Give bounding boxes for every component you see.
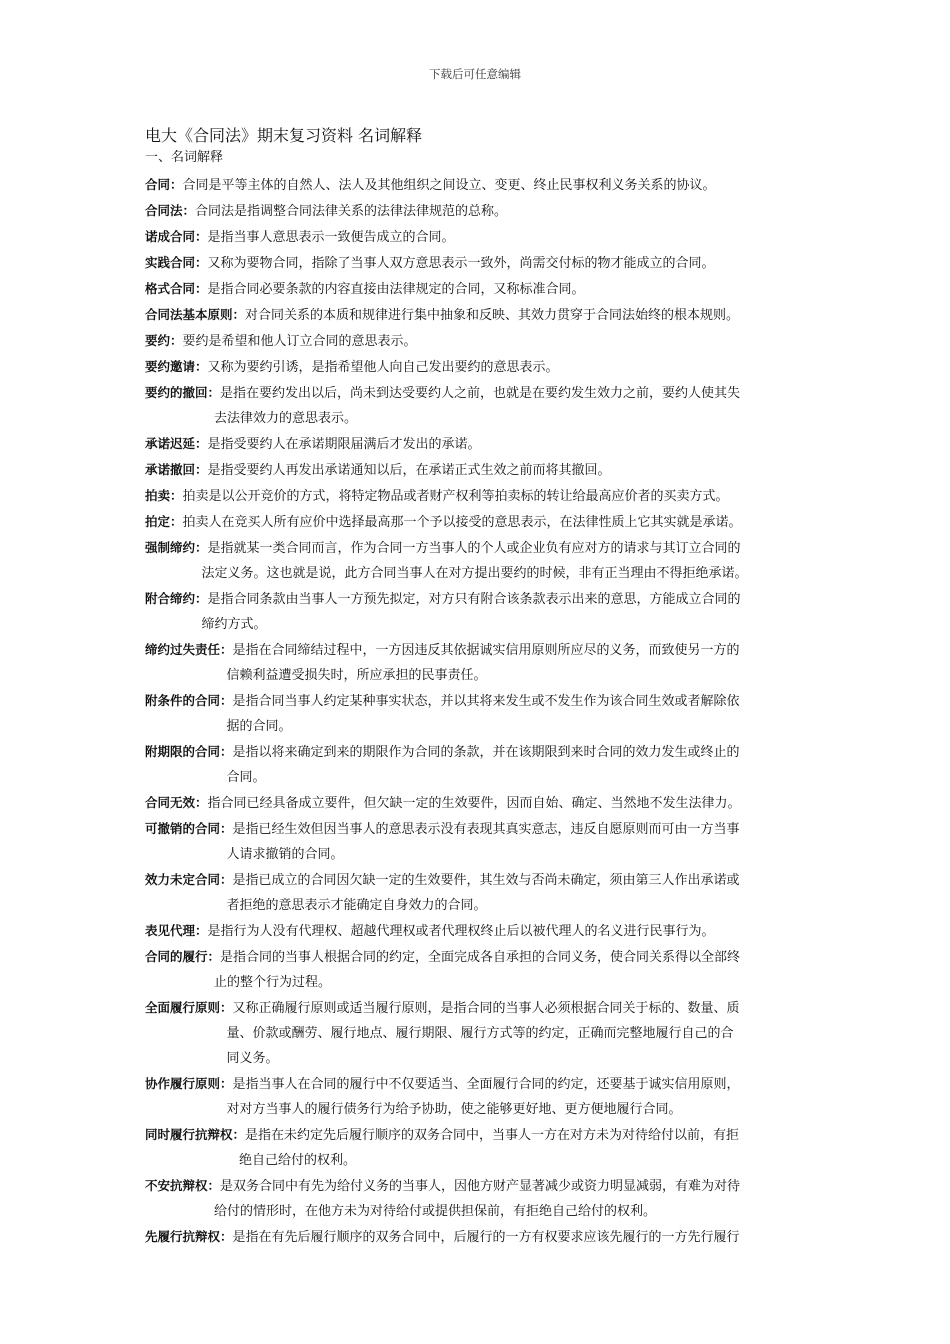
entry-first-line	[145, 867, 810, 893]
glossary-term: 附合缔约：	[145, 591, 208, 606]
glossary-term: 全面履行原则：	[145, 1000, 233, 1015]
glossary-definition: 是指合同的当事人根据合同的约定，全面完成各自承担的合同义务，使合同关系得以全部终	[220, 950, 741, 965]
glossary-entry	[145, 918, 810, 944]
glossary-entry	[145, 380, 810, 431]
section-heading: 一、名词解释	[145, 150, 224, 165]
glossary-term: 同时履行抗辩权：	[145, 1127, 246, 1142]
glossary-entry	[145, 1224, 810, 1250]
entry-first-line	[145, 276, 810, 302]
entry-first-line	[145, 1173, 810, 1199]
glossary-term: 表见代理：	[145, 923, 208, 938]
document-title: 电大《合同法》期末复习资料 名词解释	[145, 126, 423, 145]
glossary-entry	[145, 224, 810, 250]
entry-first-line	[145, 790, 810, 816]
glossary-term: 合同法：	[145, 203, 196, 218]
glossary-definition: 是指行为人没有代理权、超越代理权或者代理权终止后以被代理人的名义进行民事行为。	[207, 924, 715, 939]
glossary-entry	[145, 250, 810, 276]
glossary-term: 不安抗辩权：	[145, 1178, 221, 1193]
glossary-definition: 是指在有先后履行顺序的双务合同中，后履行的一方有权要求应该先履行的一方先行履行	[232, 1230, 740, 1245]
entry-first-line	[145, 918, 810, 944]
glossary-term: 效力未定合同：	[145, 872, 233, 887]
glossary-definition-continued: 据的合同。	[226, 719, 292, 734]
glossary-entry	[145, 302, 810, 328]
glossary-definition: 是指以将来确定到来的期限作为合同的条款，并在该期限到来时合同的效力发生或终止的	[232, 745, 740, 760]
entry-first-line	[145, 1122, 810, 1148]
glossary-entry	[145, 739, 810, 790]
glossary-definition: 是指就某一类合同而言，作为合同一方当事人的个人或企业负有应对方的请求与其订立合同的	[207, 541, 741, 556]
glossary-definition: 是指当事人在合同的履行中不仅要适当、全面履行合同的约定，还要基于诚实信用原则，	[232, 1077, 740, 1092]
glossary-entry	[145, 944, 810, 995]
glossary-term: 要约邀请：	[145, 359, 208, 374]
glossary-definition-continued: 者拒绝的意思表示才能确定自身效力的合同。	[226, 898, 487, 913]
document-body	[145, 125, 810, 1250]
entry-first-line	[145, 1224, 810, 1250]
glossary-term: 合同无效：	[145, 795, 208, 810]
glossary-definition-continued: 信赖利益遭受损失时，所应承担的民事责任。	[226, 668, 487, 683]
glossary-term: 强制缔约：	[145, 540, 208, 555]
glossary-entry	[145, 1071, 810, 1122]
entry-first-line	[145, 250, 810, 276]
glossary-definition-continued: 法定义务。这也就是说，此方合同当事人在对方提出要约的时候，非有正当理由不得拒绝承诺。	[201, 566, 748, 581]
glossary-definition: 拍卖是以公开竞价的方式，将特定物品或者财产权利等拍卖标的转让给最高应价者的买卖方式。	[182, 489, 729, 504]
entry-first-line	[145, 224, 810, 250]
glossary-definition: 拍卖人在竞买人所有应价中选择最高那一个予以接受的意思表示，在法律性质上它其实就是承诺。	[182, 515, 742, 530]
glossary-definition: 是指在要约发出以后，尚未到达受要约人之前，也就是在要约发生效力之前，要约人使其失	[220, 386, 741, 401]
glossary-term: 拍定：	[145, 514, 183, 529]
glossary-entry	[145, 867, 810, 918]
glossary-definition-continued: 合同。	[226, 770, 266, 785]
entry-first-line	[145, 483, 810, 509]
glossary-definition: 是指已成立的合同因欠缺一定的生效要件，其生效与否尚未确定，须由第三人作出承诺或	[232, 873, 740, 888]
glossary-entry	[145, 790, 810, 816]
entry-first-line	[145, 328, 810, 354]
glossary-definition-continued: 量、价款或酬劳、履行地点、履行期限、履行方式等的约定，正确而完整地履行自己的合	[226, 1026, 734, 1041]
glossary-definition: 指合同已经具备成立要件，但欠缺一定的生效要件，因而自始、确定、当然地不发生法律力。	[207, 796, 741, 811]
glossary-term: 要约的撤回：	[145, 385, 221, 400]
glossary-entry	[145, 276, 810, 302]
glossary-entry	[145, 688, 810, 739]
glossary-definition: 是指已经生效但因当事人的意思表示没有表现其真实意志，违反自愿原则而可由一方当事	[232, 822, 740, 837]
glossary-definition: 又称正确履行原则或适当履行原则，是指合同的当事人必须根据合同关于标的、数量、质	[232, 1001, 740, 1016]
entry-first-line	[145, 535, 810, 561]
glossary-entry	[145, 1122, 810, 1173]
glossary-entry	[145, 198, 810, 224]
glossary-list	[145, 172, 810, 1250]
entry-first-line	[145, 509, 810, 535]
glossary-entry	[145, 1173, 810, 1224]
glossary-definition-continued: 对对方当事人的履行债务行为给予协助，使之能够更好地、更方便地履行合同。	[226, 1102, 682, 1117]
glossary-definition: 是指在合同缔结过程中，一方因违反其依据诚实信用原则所应尽的义务，而致使另一方的	[232, 643, 740, 658]
glossary-definition: 要约是希望和他人订立合同的意思表示。	[182, 334, 417, 349]
glossary-definition: 是指当事人意思表示一致便告成立的合同。	[207, 230, 455, 245]
glossary-term: 协作履行原则：	[145, 1076, 233, 1091]
glossary-term: 附条件的合同：	[145, 693, 233, 708]
glossary-definition: 是双务合同中有先为给付义务的当事人，因他方财产显著减少或资力明显减弱，有难为对待	[220, 1179, 741, 1194]
glossary-definition: 对合同关系的本质和规律进行集中抽象和反映、其效力贯穿于合同法始终的根本规则。	[245, 308, 740, 323]
glossary-entry	[145, 535, 810, 586]
glossary-definition-continued: 同义务。	[226, 1051, 279, 1066]
glossary-entry	[145, 328, 810, 354]
glossary-term: 拍卖：	[145, 488, 183, 503]
glossary-definition: 是指受要约人在承诺期限届满后才发出的承诺。	[207, 437, 481, 452]
glossary-definition-continued: 人请求撤销的合同。	[226, 847, 344, 862]
entry-first-line	[145, 688, 810, 714]
glossary-definition: 又称为要物合同，指除了当事人双方意思表示一致外，尚需交付标的物才能成立的合同。	[207, 256, 715, 271]
glossary-term: 合同：	[145, 177, 183, 192]
glossary-definition: 又称为要约引诱，是指希望他人向自己发出要约的意思表示。	[207, 360, 559, 375]
entry-first-line	[145, 431, 810, 457]
glossary-term: 诺成合同：	[145, 229, 208, 244]
entry-first-line	[145, 586, 810, 612]
glossary-term: 可撤销的合同：	[145, 821, 233, 836]
entry-first-line	[145, 637, 810, 663]
glossary-term: 格式合同：	[145, 281, 208, 296]
glossary-entry	[145, 509, 810, 535]
glossary-definition: 合同法是指调整合同法律关系的法律法律规范的总称。	[195, 204, 508, 219]
glossary-entry	[145, 483, 810, 509]
entry-first-line	[145, 198, 810, 224]
glossary-entry	[145, 586, 810, 637]
glossary-entry	[145, 431, 810, 457]
glossary-entry	[145, 457, 810, 483]
glossary-term: 合同的履行：	[145, 949, 221, 964]
entry-first-line	[145, 302, 810, 328]
glossary-definition: 是指在未约定先后履行顺序的双务合同中，当事人一方在对方未为对待给付以前，有拒	[245, 1128, 740, 1143]
glossary-definition: 是指受要约人再发出承诺通知以后，在承诺正式生效之前而将其撤回。	[207, 463, 611, 478]
glossary-term: 缔约过失责任：	[145, 642, 233, 657]
entry-first-line	[145, 944, 810, 970]
glossary-term: 要约：	[145, 333, 183, 348]
glossary-entry	[145, 995, 810, 1071]
entry-first-line	[145, 995, 810, 1021]
glossary-term: 附期限的合同：	[145, 744, 233, 759]
glossary-definition-continued: 给付的情形时，在他方未为对待给付或提供担保前，有拒绝自己给付的权利。	[214, 1204, 657, 1219]
glossary-term: 合同法基本原则：	[145, 307, 246, 322]
glossary-entry	[145, 354, 810, 380]
glossary-definition-continued: 绝自己给付的权利。	[239, 1153, 357, 1168]
glossary-entry	[145, 816, 810, 867]
glossary-term: 先履行抗辩权：	[145, 1229, 233, 1244]
glossary-definition-continued: 止的整个行为过程。	[214, 975, 332, 990]
entry-first-line	[145, 1071, 810, 1097]
glossary-definition: 是指合同必要条款的内容直接由法律规定的合同，又称标准合同。	[207, 282, 585, 297]
entry-first-line	[145, 457, 810, 483]
entry-first-line	[145, 354, 810, 380]
entry-first-line	[145, 380, 810, 406]
glossary-term: 实践合同：	[145, 255, 208, 270]
header-note: 下载后可任意编辑	[429, 67, 521, 81]
glossary-definition-continued: 去法律效力的意思表示。	[214, 411, 358, 426]
glossary-definition: 合同是平等主体的自然人、法人及其他组织之间设立、变更、终止民事权利义务关系的协议。	[182, 178, 716, 193]
entry-first-line	[145, 172, 810, 198]
entry-first-line	[145, 816, 810, 842]
glossary-definition-continued: 缔约方式。	[201, 617, 267, 632]
glossary-term: 承诺撤回：	[145, 462, 208, 477]
glossary-term: 承诺迟延：	[145, 436, 208, 451]
entry-first-line	[145, 739, 810, 765]
glossary-entry	[145, 637, 810, 688]
glossary-definition: 是指合同条款由当事人一方预先拟定，对方只有附合该条款表示出来的意思，方能成立合同的	[207, 592, 741, 607]
glossary-definition: 是指合同当事人约定某种事实状态，并以其将来发生或不发生作为该合同生效或者解除依	[232, 694, 740, 709]
glossary-entry	[145, 172, 810, 198]
